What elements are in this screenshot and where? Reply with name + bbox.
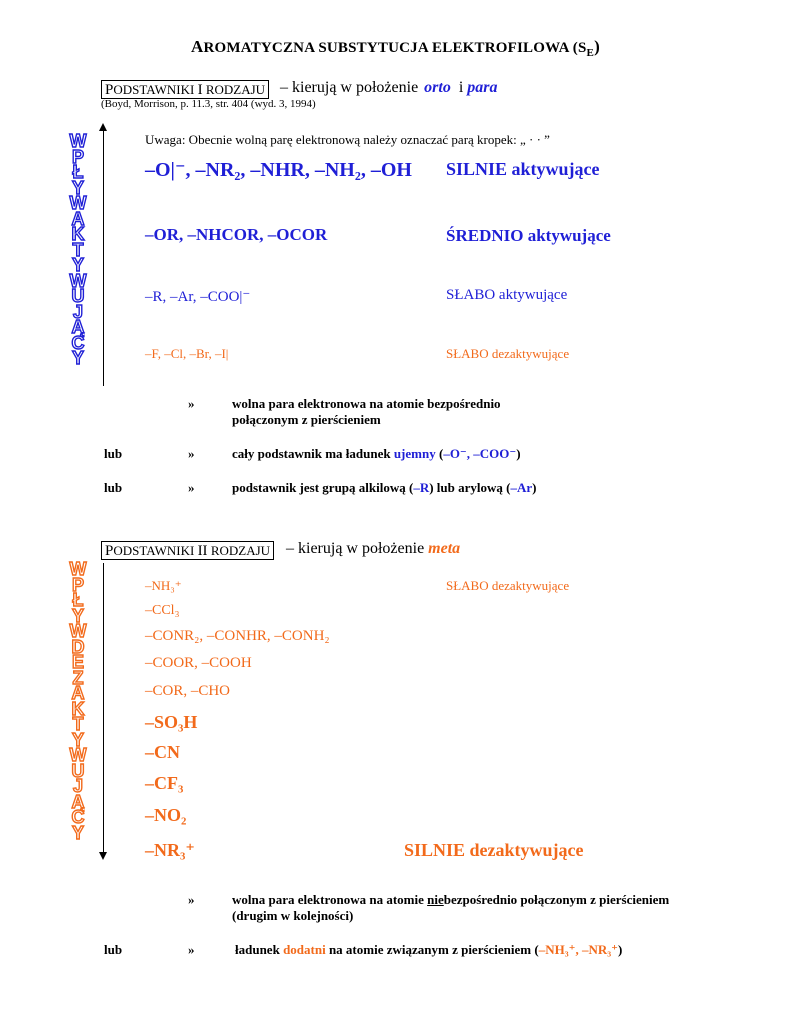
label-weak-activating: SŁABO aktywujące bbox=[446, 287, 568, 303]
formula-halogens: –F, –Cl, –Br, –I| bbox=[145, 346, 229, 361]
rule-positive-charge: ładunek dodatni na atomie związanym z pierścieniem (–NH₃⁺, –NR₃⁺) bbox=[235, 942, 623, 957]
rule-alkyl-aryl: podstawnik jest grupą alkilową (–R) lub arylową (–Ar) bbox=[232, 480, 537, 495]
formula-amides: –CONR₂, –CONHR, –CONH₂ bbox=[145, 628, 330, 644]
rule-bullet: » bbox=[188, 892, 195, 907]
rule-text-cont: połączonym z pierścieniem bbox=[232, 412, 381, 427]
formula-so3h: –SO₃H bbox=[145, 712, 198, 732]
section-2-direction: – kierują w położenie meta bbox=[286, 540, 461, 557]
section-1-direction: – kierują w położenie orto i para bbox=[280, 79, 498, 96]
rule-bullet: » bbox=[188, 480, 195, 495]
label-medium-activating: ŚREDNIO aktywujące bbox=[446, 226, 611, 245]
formula-cn: –CN bbox=[145, 742, 180, 762]
activation-axis-line bbox=[103, 130, 104, 386]
rule-bullet: » bbox=[188, 446, 195, 461]
formula-nh3-plus: –NH₃⁺ bbox=[145, 578, 182, 593]
section-2-box: PODSTAWNIKI II RODZAJU bbox=[101, 541, 274, 560]
rule-prefix: lub bbox=[104, 480, 123, 495]
formula-strong-activating: –O|⁻, –NR₂, –NHR, –NH₂, –OH bbox=[145, 159, 412, 181]
vertical-label-deactivating: W P Ł Y W D E Z A K T Y W U J Ą C Y bbox=[69, 559, 87, 843]
rule-bullet: » bbox=[188, 942, 195, 957]
arrow-down-icon bbox=[99, 852, 107, 860]
formula-medium-activating: –OR, –NHCOR, –OCOR bbox=[145, 225, 328, 244]
vertical-label-activating: W P Ł Y W A K T Y W U J Ą C Y bbox=[69, 131, 87, 368]
label-strong-activating: SILNIE aktywujące bbox=[446, 159, 600, 179]
formula-ccl3: –CCl₃ bbox=[145, 603, 180, 618]
formula-esters-acids: –COOR, –COOH bbox=[145, 655, 252, 671]
formula-weak-activating: –R, –Ar, –COO|⁻ bbox=[145, 289, 251, 305]
formula-cf3: –CF₃ bbox=[145, 773, 184, 793]
deactivation-axis-line bbox=[103, 563, 104, 853]
formula-nr3-plus: –NR₃⁺ bbox=[145, 840, 195, 860]
page-title: AROMATYCZNA SUBSTYTUCJA ELEKTROFILOWA $(S_E)$ bbox=[191, 37, 600, 59]
section-1-box: PODSTAWNIKI I RODZAJU bbox=[101, 80, 269, 99]
rule-negative-charge: cały podstawnik ma ładunek ujemny (–O⁻, –COO⁻) bbox=[232, 446, 521, 461]
note: Uwaga: Obecnie wolną parę elektronową należy oznaczać parą kropek: „ · · ” bbox=[145, 132, 550, 147]
rule-text: wolna para elektronowa na atomie bezpośrednio bbox=[232, 396, 501, 411]
label-weak-deactivating: SŁABO dezaktywujące bbox=[446, 578, 570, 593]
label-strong-deactivating: SILNIE dezaktywujące bbox=[404, 840, 584, 860]
rule-prefix: lub bbox=[104, 446, 123, 461]
label-weak-deactivating-halogens: SŁABO dezaktywujące bbox=[446, 346, 570, 361]
formula-ketones-aldehydes: –COR, –CHO bbox=[145, 683, 231, 699]
rule-lone-pair-not-direct: wolna para elektronowa na atomie niebezpośrednio połączonym z pierścieniem bbox=[232, 892, 670, 907]
rule-text-cont: (drugim w kolejności) bbox=[232, 908, 354, 923]
rule-bullet: » bbox=[188, 396, 195, 411]
rule-prefix: lub bbox=[104, 942, 123, 957]
reference: (Boyd, Morrison, p. 11.3, str. 404 (wyd. 3, 1994) bbox=[101, 98, 316, 110]
formula-no2: –NO₂ bbox=[145, 805, 187, 825]
